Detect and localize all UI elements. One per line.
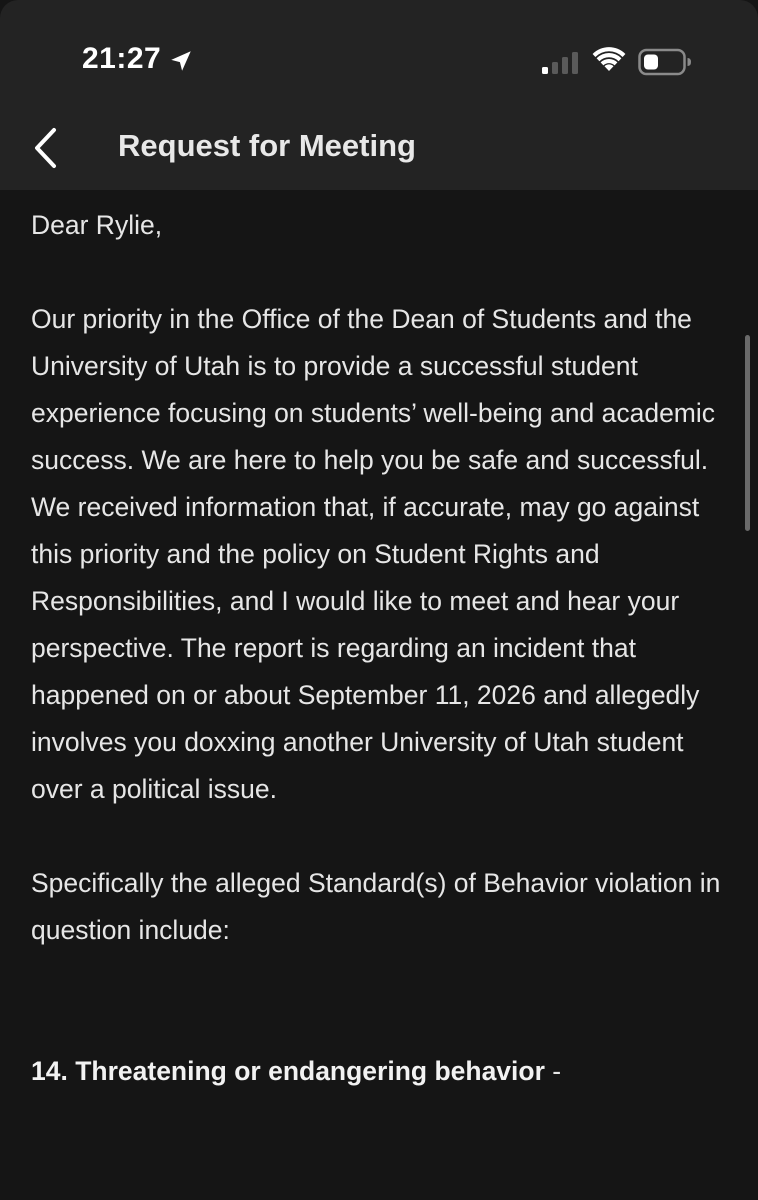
status-time: 21:27	[82, 42, 162, 75]
battery-icon	[638, 48, 692, 76]
cellular-signal-icon	[542, 52, 580, 74]
top-bar	[0, 0, 758, 190]
paragraph-gap	[31, 954, 721, 1048]
scrollbar[interactable]	[745, 335, 750, 531]
message-body	[31, 202, 721, 1095]
message-paragraph-1: Our priority in the Office of the Dean of Students and the University of Utah is to provide a successful student experience focusing on students’ well-being and academic success. We are here to help you be safe and successful. We received information that, if accurate, may go against this priority and the policy on Student Rights and Responsibilities, and I would like to meet and hear your perspective. The report is regarding an incident that happened on or about September 11, 2026 and allegedly involves you doxxing another University of Utah student over a political issue.	[31, 304, 716, 804]
location-arrow-icon	[168, 48, 194, 74]
message-paragraph-2: Specifically the alleged Standard(s) of Behavior violation in question include:	[31, 868, 721, 945]
message-greeting: Dear Rylie,	[31, 210, 163, 240]
wifi-icon	[592, 47, 626, 73]
paragraph-gap	[31, 813, 721, 860]
paragraph-gap	[31, 249, 721, 296]
standard-suffix: -	[544, 1056, 562, 1086]
page-title: Request for Meeting	[118, 128, 416, 163]
standard-title: 14. Threatening or endangering behavior	[31, 1056, 545, 1086]
back-chevron-icon[interactable]	[28, 124, 68, 172]
standard-heading	[31, 1048, 721, 1095]
